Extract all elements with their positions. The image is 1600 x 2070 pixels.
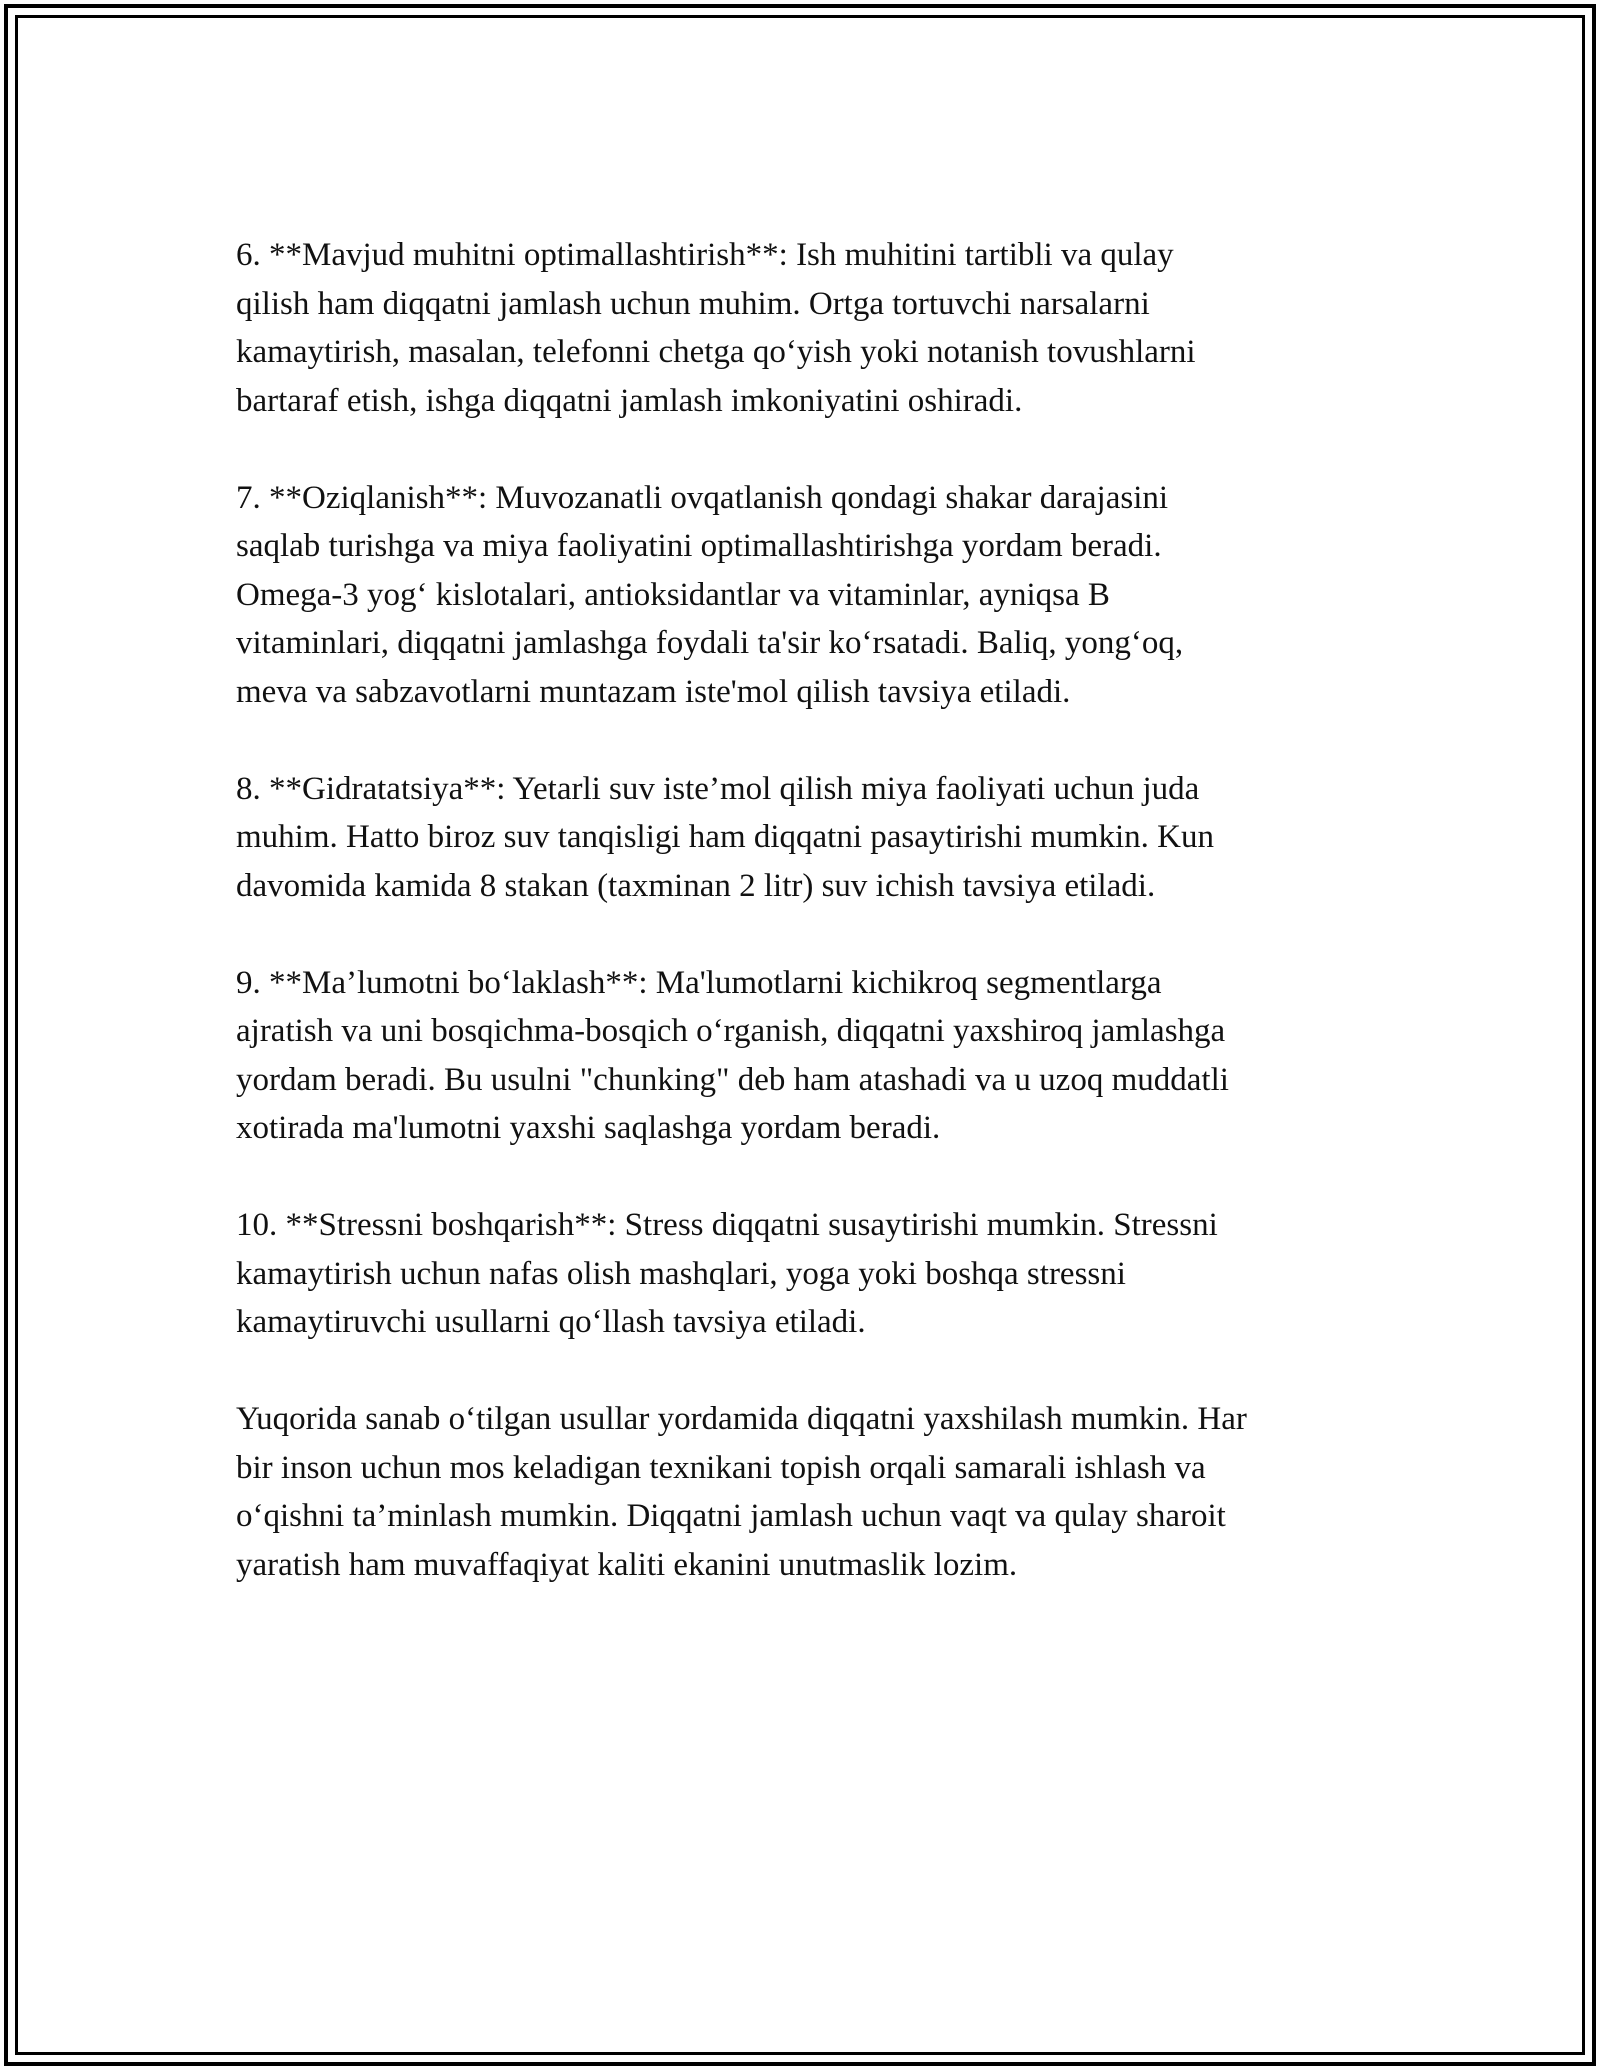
text-line: muhim. Hatto biroz suv tanqisligi ham diqqatni pasaytirishi mumkin. Kun bbox=[236, 819, 1214, 855]
text-line: xotirada ma'lumotni yaxshi saqlashga yordam beradi. bbox=[236, 1110, 941, 1146]
text-line: kamaytirish uchun nafas olish mashqlari, yoga yoki boshqa stressni bbox=[236, 1255, 1126, 1292]
text-line: yordam beradi. Bu usulni "chunking" deb ham atashadi va u uzoq muddatli bbox=[236, 1061, 1229, 1098]
text-line: Yuqorida sanab o‘tilgan usullar yordamida diqqatni yaxshilash mumkin. Har bbox=[236, 1401, 1247, 1437]
text-line: 10. **Stressni boshqarish**: Stress diqqatni susaytirishi mumkin. Stressni bbox=[236, 1207, 1218, 1243]
text-line: o‘qishni ta’minlash mumkin. Diqqatni jamlash uchun vaqt va qulay sharoit bbox=[236, 1498, 1226, 1534]
text-line: vitaminlari, diqqatni jamlashga foydali ta'sir ko‘rsatadi. Baliq, yong‘oq, bbox=[236, 625, 1184, 661]
document-body bbox=[236, 231, 1386, 1638]
text-line: bartaraf etish, ishga diqqatni jamlash imkoniyatini oshiradi. bbox=[236, 382, 1023, 419]
text-line: 7. **Oziqlanish**: Muvozanatli ovqatlanish qondagi shakar darajasini bbox=[236, 479, 1169, 516]
text-line: yaratish ham muvaffaqiyat kaliti ekanini unutmaslik lozim. bbox=[236, 1546, 1018, 1583]
text-line: 6. **Mavjud muhitni optimallashtirish**: Ish muhitini tartibli va qulay bbox=[236, 237, 1174, 273]
text-line: ajratish va uni bosqichma-bosqich o‘rganish, diqqatni yaxshiroq jamlashga bbox=[236, 1013, 1226, 1049]
text-line: 9. **Ma’lumotni bo‘laklash**: Ma'lumotlarni kichikroq segmentlarga bbox=[236, 964, 1162, 1001]
text-line: kamaytiruvchi usullarni qo‘llash tavsiya etiladi. bbox=[236, 1304, 866, 1340]
text-line: qilish ham diqqatni jamlash uchun muhim. Ortga tortuvchi narsalarni bbox=[236, 285, 1150, 322]
text-line: kamaytirish, masalan, telefonni chetga qo‘yish yoki notanish tovushlarni bbox=[236, 334, 1196, 370]
paragraph-item-8 bbox=[236, 765, 1386, 911]
paragraph-conclusion bbox=[236, 1395, 1386, 1589]
paragraph-item-7 bbox=[236, 474, 1386, 717]
text-line: davomida kamida 8 stakan (taxminan 2 litr) suv ichish tavsiya etiladi. bbox=[236, 867, 1156, 904]
text-line: saqlab turishga va miya faoliyatini optimallashtirishga yordam beradi. bbox=[236, 528, 1162, 564]
paragraph-item-10 bbox=[236, 1201, 1386, 1347]
text-line: 8. **Gidratatsiya**: Yetarli suv iste’mol qilish miya faoliyati uchun juda bbox=[236, 770, 1200, 807]
paragraph-item-6 bbox=[236, 231, 1386, 425]
text-line: meva va sabzavotlarni muntazam iste'mol qilish tavsiya etiladi. bbox=[236, 673, 1071, 710]
text-line: bir inson uchun mos keladigan texnikani topish orqali samarali ishlash va bbox=[236, 1449, 1206, 1486]
paragraph-item-9 bbox=[236, 959, 1386, 1153]
text-line: Omega-3 yog‘ kislotalari, antioksidantlar va vitaminlar, ayniqsa B bbox=[236, 576, 1110, 613]
